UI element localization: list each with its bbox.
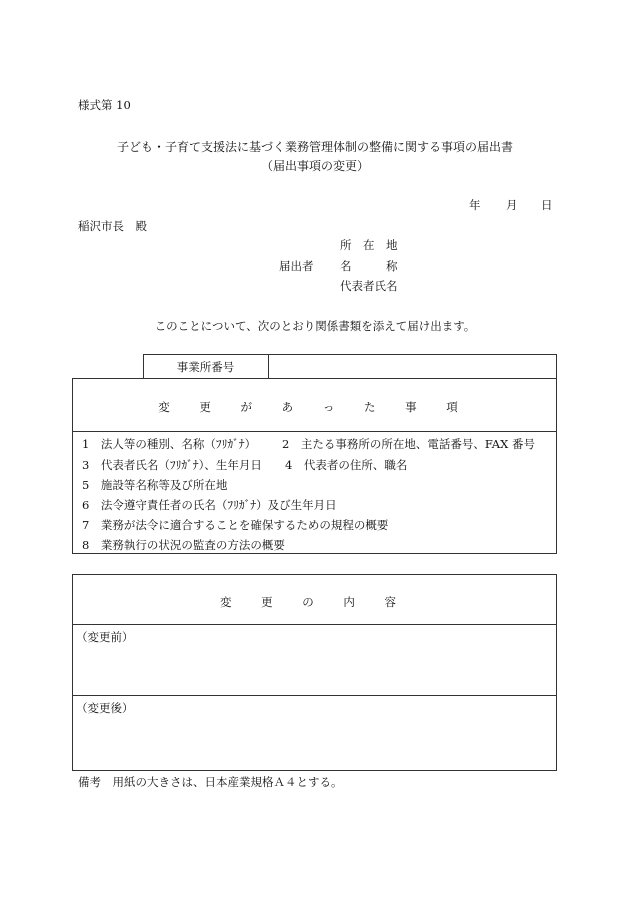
change-item-6: 6 法令遵守責任者の氏名（ﾌﾘｶﾞﾅ）及び生年月日 — [82, 498, 337, 512]
change-item-2: 2 主たる事務所の所在地、電話番号、FAX 番号 — [282, 437, 535, 451]
after-field[interactable] — [80, 719, 550, 763]
representative-label: 代表者氏名 — [340, 279, 398, 293]
date-day-label: 日 — [541, 198, 553, 212]
change-item-3: 3 代表者氏名（ﾌﾘｶﾞﾅ）、生年月日 — [82, 458, 262, 472]
form-subtitle: （届出事項の変更） — [260, 159, 369, 173]
change-item-7: 7 業務が法令に適合することを確保するための規程の概要 — [82, 518, 389, 532]
name-label: 名 称 — [340, 259, 398, 273]
date-year-label: 年 — [469, 198, 481, 212]
change-item-4: 4 代表者の住所、職名 — [285, 458, 408, 472]
change-item-8: 8 業務執行の状況の監査の方法の概要 — [82, 538, 285, 552]
notifier-label: 届出者 — [279, 259, 314, 273]
statement: このことについて、次のとおり関係書類を添えて届け出ます。 — [154, 319, 476, 333]
after-label: （変更後） — [76, 701, 134, 715]
footnote: 備考 用紙の大きさは、日本産業規格Ａ４とする。 — [78, 775, 343, 789]
changed-items-header: 変 更 が あ っ た 事 項 — [158, 400, 471, 414]
office-number-label: 事業所番号 — [176, 360, 235, 374]
before-label: （変更前） — [76, 630, 134, 644]
change-item-1: 1 法人等の種別、名称（ﾌﾘｶﾞﾅ） — [82, 437, 257, 451]
change-item-5: 5 施設等名称等及び所在地 — [82, 478, 228, 492]
form-number: 様式第 10 — [78, 98, 131, 112]
addressee: 稲沢市長 殿 — [78, 219, 147, 233]
before-field[interactable] — [80, 648, 550, 688]
change-content-header: 変 更 の 内 容 — [219, 595, 410, 609]
date-month-label: 月 — [506, 198, 518, 212]
form-title: 子ども・子育て支援法に基づく業務管理体制の整備に関する事項の届出書 — [116, 140, 513, 154]
address-label: 所 在 地 — [340, 238, 398, 252]
